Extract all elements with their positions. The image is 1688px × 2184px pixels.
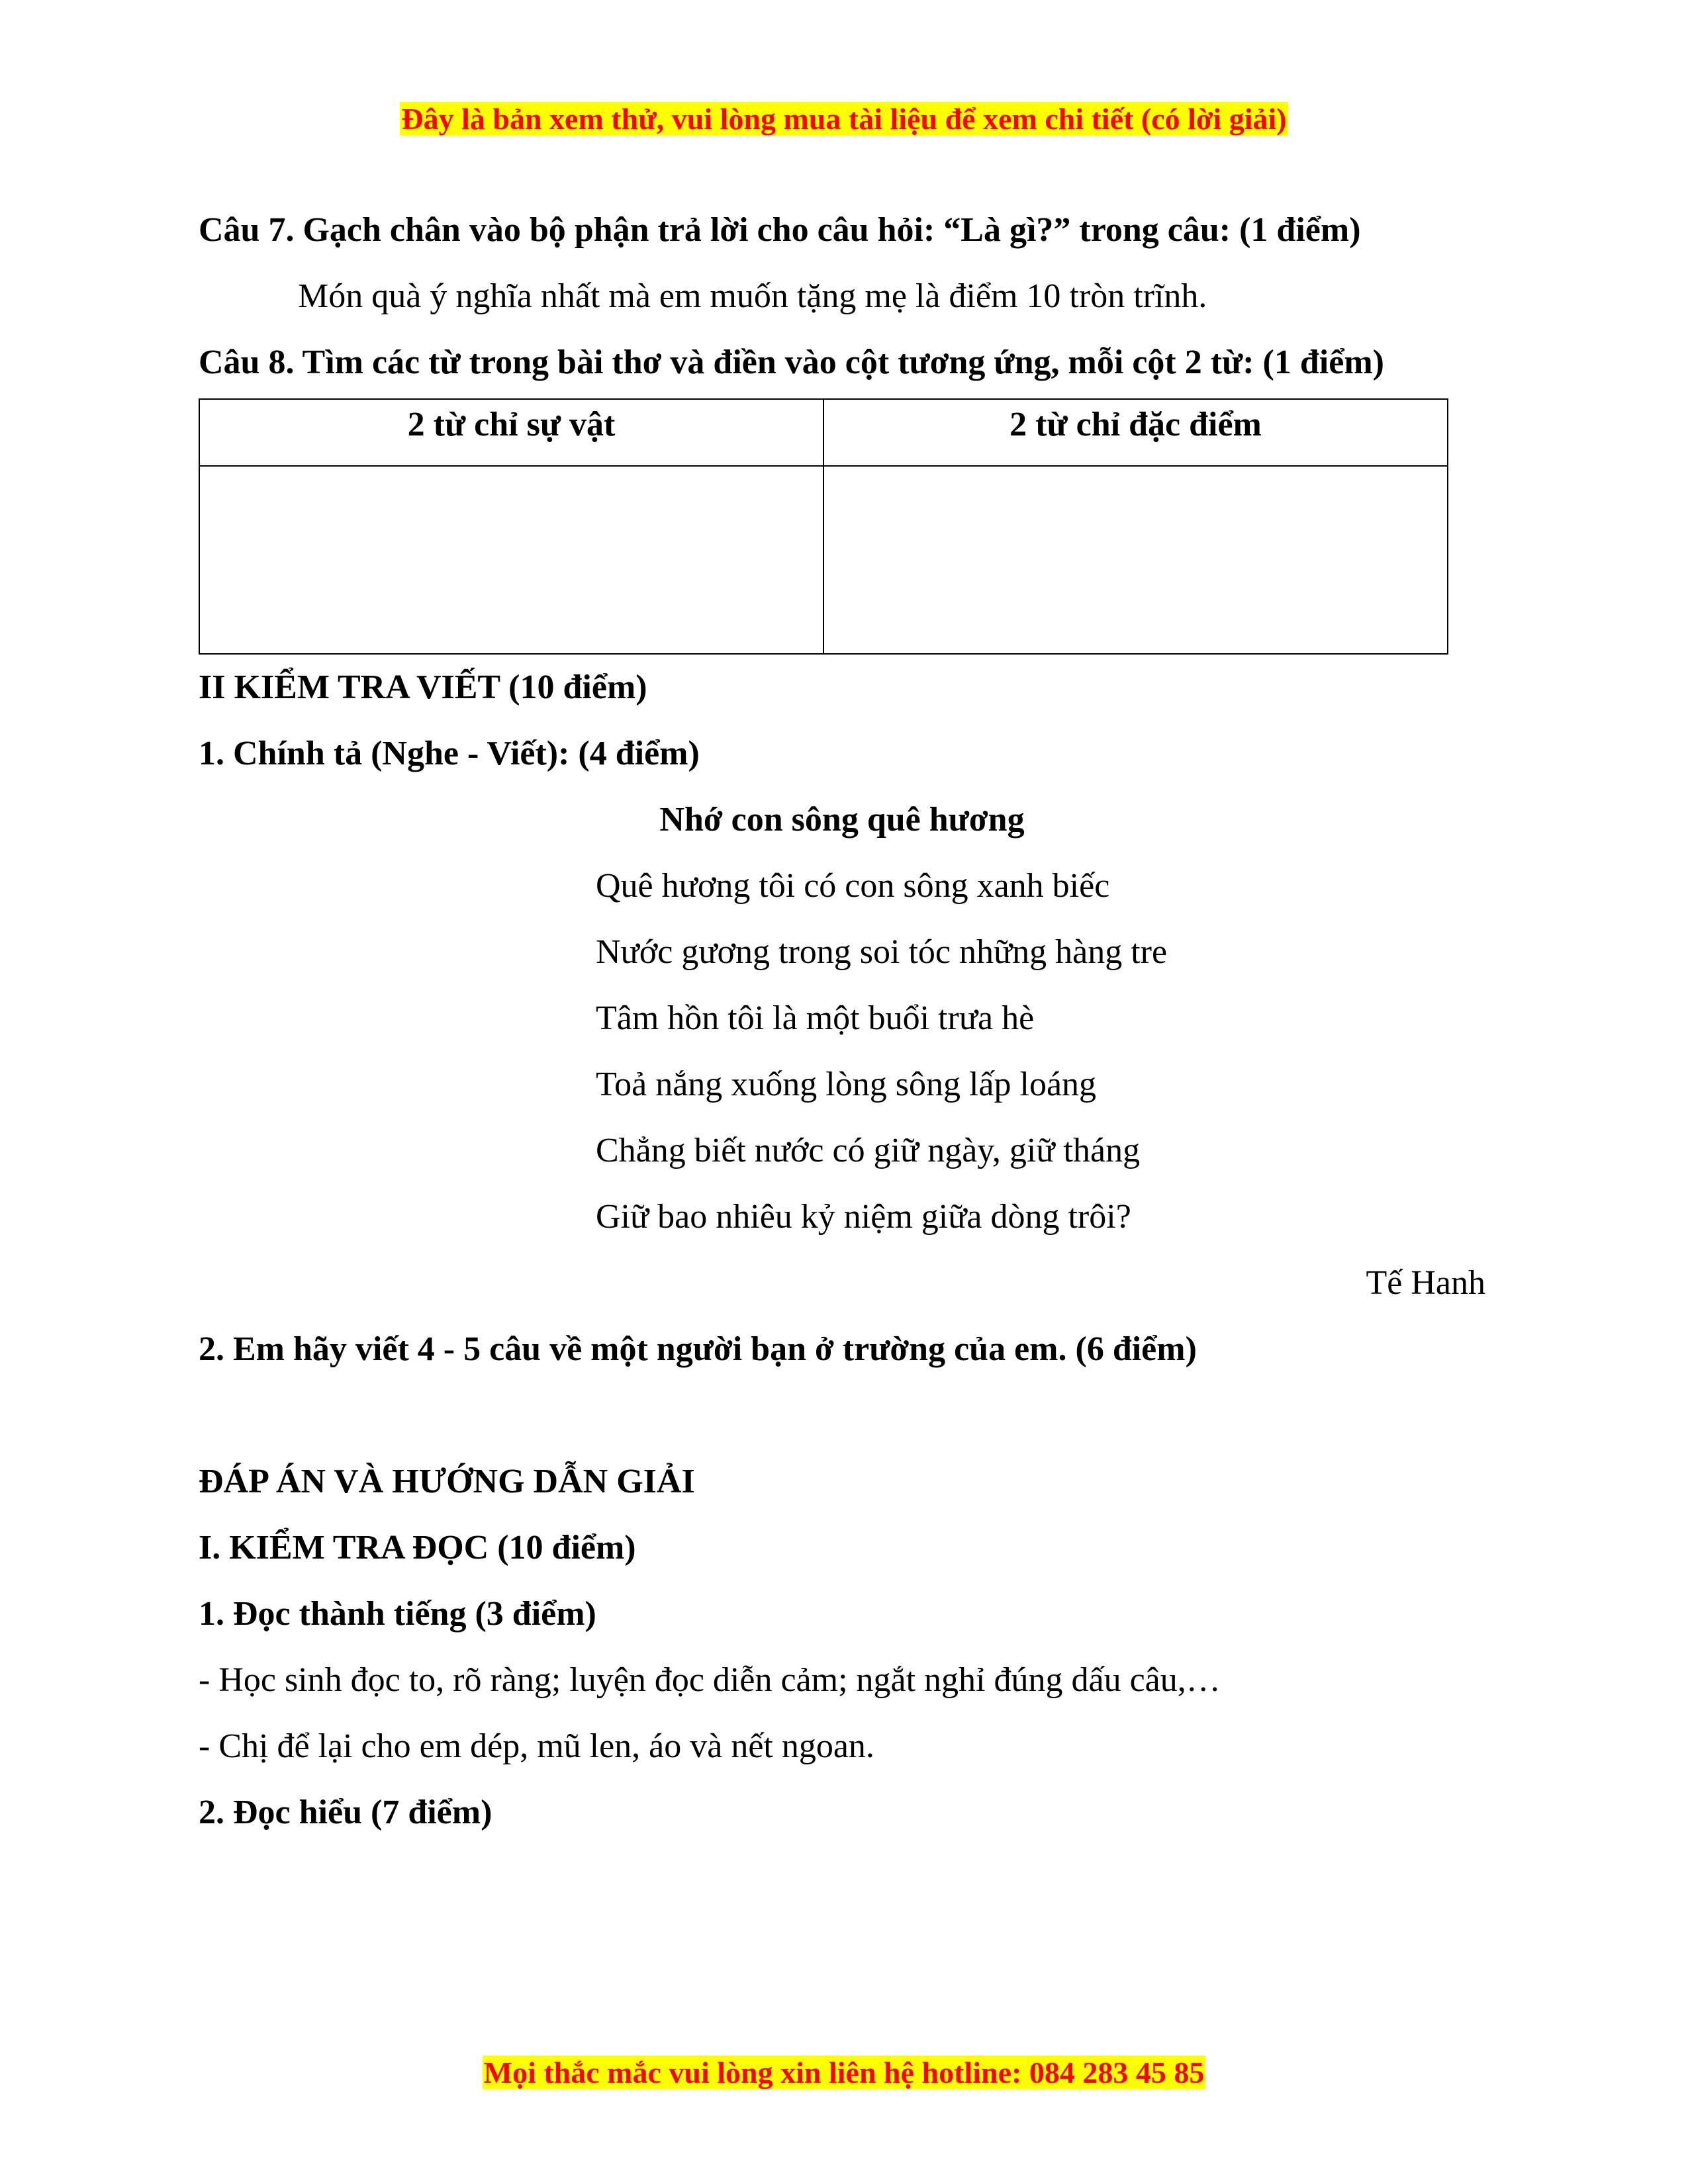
question-7-sentence: Món quà ý nghĩa nhất mà em muốn tặng mẹ là điểm 10 tròn trĩnh. bbox=[298, 277, 1207, 315]
comprehension-title: 2. Đọc hiểu (7 điểm) bbox=[199, 1794, 492, 1831]
answer-table-blank-row bbox=[199, 466, 1448, 654]
essay-prompt: 2. Em hãy viết 4 - 5 câu về một người bạn ở trường của em. (6 điểm) bbox=[199, 1330, 1197, 1368]
preview-notice-text: Đây là bản xem thử, vui lòng mua tài liệu để xem chi tiết (có lời giải) bbox=[401, 102, 1287, 136]
blank-space bbox=[199, 1383, 1485, 1449]
poem-line: Chẳng biết nước có giữ ngày, giữ tháng bbox=[596, 1132, 1141, 1169]
poem-line: Nước gương trong soi tóc những hàng tre bbox=[596, 933, 1168, 971]
column-header-things: 2 từ chỉ sự vật bbox=[199, 399, 823, 466]
column-header-traits: 2 từ chỉ đặc điểm bbox=[823, 399, 1448, 466]
document-body bbox=[199, 197, 1485, 1846]
preview-notice bbox=[0, 101, 1688, 138]
reading-section-title: I. KIỂM TRA ĐỌC (10 điểm) bbox=[199, 1529, 636, 1567]
answer-table-header-row bbox=[199, 399, 1448, 466]
hotline-notice bbox=[0, 2054, 1688, 2091]
question-7-prompt: Câu 7. Gạch chân vào bộ phận trả lời cho câu hỏi: “Là gì?” trong câu: (1 điểm) bbox=[199, 211, 1361, 249]
answer-cell-traits[interactable] bbox=[823, 466, 1448, 654]
oral-reading-title: 1. Đọc thành tiếng (3 điểm) bbox=[199, 1595, 596, 1633]
hotline-notice-text: Mọi thắc mắc vui lòng xin liên hệ hotline: 084 283 45 85 bbox=[483, 2056, 1205, 2089]
answer-cell-things[interactable] bbox=[199, 466, 823, 654]
question-8-prompt: Câu 8. Tìm các từ trong bài thơ và điền vào cột tương ứng, mỗi cột 2 từ: (1 điểm) bbox=[199, 343, 1384, 381]
poem-line: Tâm hồn tôi là một buổi trưa hè bbox=[596, 999, 1035, 1037]
poem-line: Giữ bao nhiêu kỷ niệm giữa dòng trôi? bbox=[596, 1198, 1131, 1236]
answer-table bbox=[199, 398, 1448, 655]
dictation-title: 1. Chính tả (Nghe - Viết): (4 điểm) bbox=[199, 735, 700, 772]
poem-line: Quê hương tôi có con sông xanh biếc bbox=[596, 867, 1110, 905]
writing-section-title: II KIỂM TRA VIẾT (10 điểm) bbox=[199, 668, 647, 706]
poem-line: Toả nắng xuống lòng sông lấp loáng bbox=[596, 1066, 1097, 1103]
answers-title: ĐÁP ÁN VÀ HƯỚNG DẪN GIẢI bbox=[199, 1463, 695, 1500]
poem-title: Nhớ con sông quê hương bbox=[659, 801, 1025, 839]
poem-author: Tế Hanh bbox=[1366, 1264, 1485, 1302]
oral-reading-item: - Học sinh đọc to, rõ ràng; luyện đọc diễn cảm; ngắt nghỉ đúng dấu câu,… bbox=[199, 1661, 1221, 1699]
oral-reading-item: - Chị để lại cho em dép, mũ len, áo và nết ngoan. bbox=[199, 1727, 874, 1765]
